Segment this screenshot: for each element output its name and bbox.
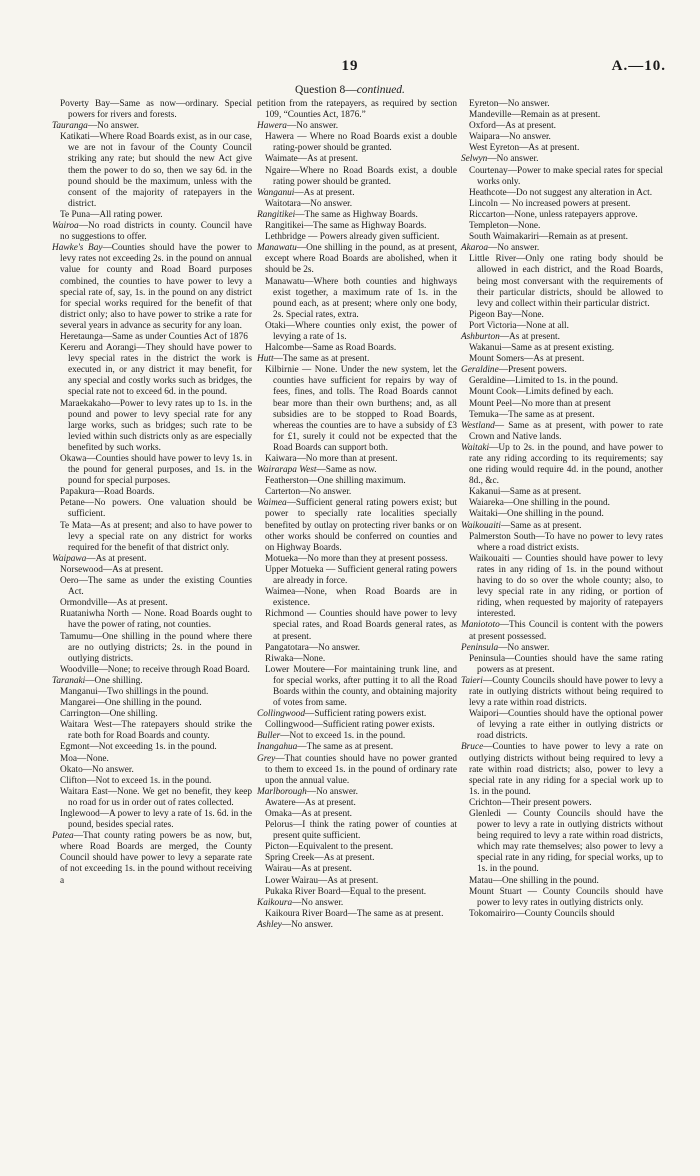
entry-text: —Same as at present.	[500, 520, 582, 531]
district-entry	[52, 521, 252, 554]
entry-text: Waimea—None, when Road Boards are in existence.	[265, 587, 457, 609]
county-entry	[257, 121, 457, 132]
district-entry	[461, 654, 663, 676]
district-entry	[461, 99, 663, 110]
entry-text: Crichton—Their present powers.	[469, 797, 592, 808]
entry-text: —The same as at present.	[297, 742, 394, 753]
entry-text: Norsewood—As at present.	[60, 564, 164, 575]
county-entry	[52, 554, 252, 565]
district-entry	[257, 277, 457, 321]
entry-text: Omaka—As at present.	[265, 809, 353, 819]
county-entry	[257, 210, 457, 221]
district-entry	[52, 454, 252, 487]
district-entry	[461, 399, 663, 410]
district-entry	[257, 343, 457, 354]
district-entry	[461, 410, 663, 421]
county-entry	[461, 742, 663, 797]
entry-text: —One shilling in the pound, as at present, except where Road Boards are abolished, when it should be 2s.	[265, 243, 457, 276]
county-name: Hawke's Bay	[52, 243, 103, 254]
district-entry	[52, 665, 252, 676]
entry-text: Maraekakaho—Power to levy rates up to 1s. in the pound and power to levy special rate for any large works, such as bridges; such rate to be levied within such districts only as are especially benefited by such works.	[60, 398, 252, 453]
district-entry	[52, 787, 252, 809]
county-entry	[257, 498, 457, 553]
district-entry	[52, 343, 252, 398]
county-name: Inangahua	[257, 742, 298, 753]
entry-text: Tokomairiro—County Councils should	[469, 908, 615, 919]
entry-text: Pangatotara—No answer.	[265, 642, 361, 653]
entry-text: —Counties should have the power to levy rates not exceeding 2s. in the pound on annual value for county and Road Board purposes combined, the counties to have power to levy a special rate of, say, 1s. in the pound on any district for special works required for the benefit of that district only; also to have power to strike a rate for several years in advance as security for any loan.	[60, 243, 252, 331]
entry-text: Glenledi — County Councils should have the power to levy a rate in outlying districts without being required to levy a rate within road districts, which may rate themselves; also power to levy a special rate in any riding, for special works, up to 1s. in the pound.	[469, 809, 663, 875]
entry-text: —No answer.	[281, 919, 333, 930]
entry-text: Awatere—As at present.	[265, 797, 356, 808]
entry-text: —No answer.	[292, 897, 344, 908]
entry-text: —Counties to have power to levy a rate on outlying districts without being required to levy a rate within road districts; also, power to levy a special rate in any riding for a special work up to 1s. in the pound.	[469, 742, 663, 797]
entry-text: Papakura—Road Boards.	[60, 487, 155, 498]
county-name: Waikouaiti	[461, 520, 501, 531]
entry-text: Collingwood—Sufficient rating power exists.	[265, 720, 435, 731]
entry-text: Waipara—No answer.	[469, 132, 551, 143]
entry-text: Lower Wairau—As at present.	[265, 875, 379, 886]
district-entry	[257, 154, 457, 165]
entry-text: Rangitikei—The same as Highway Boards.	[265, 221, 427, 232]
district-entry	[461, 798, 663, 809]
entry-text: Ngaire—Where no Road Boards exist, a double rating power should be granted.	[265, 165, 457, 187]
entry-text: Heretaunga—Same as under Counties Act of 1876	[60, 331, 248, 342]
district-entry	[461, 132, 663, 143]
entry-text: Oxford—As at present.	[469, 121, 557, 132]
district-entry	[461, 909, 663, 920]
district-entry	[257, 643, 457, 654]
entry-text: Te Mata—As at present; and also to have power to levy a special rate on any district for works required for the benefit of that district only.	[60, 520, 252, 553]
district-entry	[461, 876, 663, 887]
county-name: Waimea	[257, 498, 287, 509]
entry-text: —The same as Highway Boards.	[295, 209, 418, 220]
district-entry	[52, 754, 252, 765]
entry-text: —No answer.	[498, 642, 550, 653]
entry-text: —No answer.	[87, 121, 139, 132]
district-entry	[257, 853, 457, 864]
entry-text: Kereru and Aorangi—They should have power to levy special rates in the district the work is executed in, or any district it may benefit, for any special and costly works such as bridges, the special rate not to exceed 6d. in the pound.	[60, 343, 252, 398]
entry-text: Egmont—Not exceeding 1s. in the pound.	[60, 742, 217, 753]
county-name: Bruce	[461, 742, 484, 753]
district-entry	[461, 110, 663, 121]
county-entry	[257, 354, 457, 365]
district-entry	[257, 876, 457, 887]
county-entry	[52, 121, 252, 132]
district-entry	[461, 532, 663, 554]
district-entry	[461, 809, 663, 876]
entry-text: —As at present.	[86, 553, 147, 564]
district-entry	[257, 132, 457, 154]
county-name: Wanganui	[257, 187, 295, 198]
district-entry	[257, 820, 457, 842]
district-entry	[52, 132, 252, 210]
county-entry	[257, 742, 457, 753]
county-name: Manawatu	[257, 243, 297, 254]
entry-text: Okato—No answer.	[60, 764, 134, 775]
district-entry	[257, 909, 457, 920]
district-entry	[52, 99, 252, 121]
county-name: Ashley	[257, 919, 282, 930]
entry-text: Temuka—The same as at present.	[469, 409, 595, 420]
district-entry	[52, 720, 252, 742]
entry-text: Wakanui—Same as at present existing.	[469, 343, 615, 354]
district-entry	[461, 709, 663, 742]
entry-text: Port Victoria—None at all.	[469, 320, 569, 331]
entry-text: Richmond — Counties should have power to levy special rates, and Road Boards general rates, as at present.	[265, 609, 457, 642]
district-entry	[257, 842, 457, 853]
entry-text: Palmerston South—To have no power to levy rates where a road district exists.	[469, 531, 663, 553]
district-entry	[257, 609, 457, 642]
district-entry	[257, 365, 457, 454]
entry-text: Kaikoura River Board—The same as at present.	[265, 908, 444, 919]
entry-text: —No answer.	[286, 121, 339, 132]
column-3	[461, 99, 663, 920]
district-entry	[257, 809, 457, 820]
county-entry	[257, 243, 457, 276]
county-name: Tauranga	[52, 121, 88, 132]
entry-text: —As at present.	[499, 331, 560, 342]
entry-text: Woodville—None; to receive through Road Board.	[60, 664, 250, 675]
district-entry	[52, 632, 252, 665]
entry-text: Pelorus—I think the rating power of counties at present quite sufficient.	[265, 820, 457, 842]
entry-text: Waitara West—The ratepayers should strike the rate both for Road Boards and county.	[60, 720, 252, 742]
entry-text: —That county rating powers be as now, but, where Road Boards are merged, the County Council should have power to levy a separate rate of not exceeding 1s. in the pound without receiving a	[60, 831, 252, 886]
entry-text: Mount Somers—As at present.	[469, 354, 585, 365]
entry-text: Kilbirnie — None. Under the new system, let the counties have sufficient for repairs by way of fees, fines, and tolls. The Road Boards cannot bear more than their own burthens; and, as all subsidies are to be stopped to Road Boards, whereas the counties are to have a subsidy of £3 for £1, surely it could not be expected that the Road Boards can support both.	[265, 365, 457, 453]
district-entry	[52, 498, 252, 520]
entry-text: Kakanui—Same as at present.	[469, 487, 582, 498]
entry-text: Inglewood—A power to levy a rate of 1s. 6d. in the pound, besides special rates.	[60, 809, 252, 831]
entry-text: petition from the ratepayers, as required by section 109, “Counties Act, 1876.”	[257, 99, 457, 121]
entry-text: Lincoln — No increased powers at present.	[469, 198, 631, 209]
district-entry	[257, 221, 457, 232]
entry-text: —One shilling.	[85, 675, 143, 686]
entry-text: —No road districts in county. Council have no suggestions to offer.	[60, 221, 252, 243]
district-entry	[257, 565, 457, 587]
county-entry	[257, 465, 457, 476]
district-entry	[461, 487, 663, 498]
entry-text: —No answer.	[487, 154, 539, 165]
county-entry	[461, 676, 663, 709]
entry-text: Motueka—No more than they at present possess.	[265, 553, 448, 564]
county-name: Peninsula	[461, 642, 499, 653]
entry-text: Pigeon Bay—None.	[469, 309, 544, 320]
district-entry	[257, 887, 457, 898]
entry-text: Little River—Only one rating body should be allowed in each district, and the Road Boards, being most conversant with the requirements of their particular districts, should be allowed to levy and collect within their particular district.	[469, 254, 663, 309]
entry-text: Hawera — Where no Road Boards exist a double rating-power should be granted.	[265, 132, 457, 154]
district-entry	[52, 709, 252, 720]
county-entry	[461, 365, 663, 376]
entry-text: Geraldine—Limited to 1s. in the pound.	[469, 376, 618, 387]
district-entry	[257, 864, 457, 875]
district-entry	[461, 121, 663, 132]
district-entry	[257, 199, 457, 210]
entry-text: Te Puna—All rating power.	[60, 209, 163, 220]
county-entry	[257, 188, 457, 199]
entry-text: South Waimakariri—Remain as at present.	[469, 232, 628, 243]
entry-text: Mount Cook—Limits defined by each.	[469, 387, 614, 398]
page-number: 19	[341, 58, 359, 74]
district-entry	[257, 166, 457, 188]
entry-text: Carterton—No answer.	[265, 487, 352, 498]
entry-text: Poverty Bay—Same as now—ordinary. Special powers for rivers and forests.	[60, 99, 252, 121]
entry-text: Upper Motueka — Sufficient general rating powers are already in force.	[265, 564, 457, 587]
district-entry	[461, 143, 663, 154]
district-entry	[52, 609, 252, 631]
county-entry	[257, 787, 457, 798]
entry-text: Clifton—Not to exceed 1s. in the pound.	[60, 775, 212, 786]
entry-text: —County Councils should have power to levy a rate in outlying districts without being required to levy a rate within road districts.	[469, 675, 663, 709]
entry-text: Wairau—As at present.	[265, 864, 352, 875]
entry-text: —This Council is content with the powers at present possessed.	[469, 620, 663, 642]
entry-text: Waitaki—One shilling in the pound.	[469, 509, 604, 520]
entry-text: Picton—Equivalent to the present.	[265, 842, 394, 853]
district-entry	[52, 576, 252, 598]
county-name: Waitaki	[461, 442, 490, 453]
entry-text: —Not to exceed 1s. in the pound.	[280, 731, 406, 742]
entry-text: Kaiwara—No more than at present.	[265, 454, 398, 464]
entry-text: Halcombe—Same as Road Boards.	[265, 343, 397, 354]
district-entry	[461, 210, 663, 221]
county-name: Taieri	[461, 675, 483, 686]
county-name: Ashburton	[461, 331, 500, 342]
entry-text: Ormondville—As at present.	[60, 598, 168, 609]
district-entry	[461, 509, 663, 520]
district-entry	[257, 798, 457, 809]
district-entry	[52, 565, 252, 576]
entry-text: Manawatu—Where both counties and highways exist together, a maximum rate of 1s. in the pound each, as at present; where only one body, 2s. Special rates, extra.	[265, 276, 457, 320]
district-entry	[257, 720, 457, 731]
district-entry	[52, 332, 252, 343]
entry-text: Featherston—One shilling maximum.	[265, 476, 406, 487]
county-name: Waipawa	[52, 553, 87, 564]
entry-text: Ruataniwha North — None. Road Boards ought to have the power of rating, not counties.	[60, 609, 252, 631]
entry-text: —That counties should have no power granted to them to exceed 1s. in the pound of ordinary rate upon the annual value.	[265, 753, 457, 786]
county-name: Buller	[257, 731, 281, 742]
district-entry	[257, 665, 457, 709]
entry-text: Carrington—One shilling.	[60, 709, 158, 720]
county-name: Hawera	[257, 121, 287, 132]
district-entry	[52, 776, 252, 787]
entry-text: Petane—No powers. One valuation should be sufficient.	[60, 498, 252, 520]
entry-text: Templeton—None.	[469, 221, 541, 232]
entry-text: Pukaka River Board—Equal to the present.	[265, 886, 427, 897]
heading-suffix: continued.	[356, 84, 405, 96]
entry-text: —Present powers.	[498, 365, 567, 376]
district-entry	[461, 387, 663, 398]
district-entry	[461, 321, 663, 332]
county-entry	[257, 920, 457, 931]
county-entry	[257, 709, 457, 720]
county-entry	[461, 620, 663, 642]
county-entry	[461, 243, 663, 254]
district-entry	[257, 554, 457, 565]
county-name: Akaroa	[461, 243, 489, 254]
district-entry	[52, 210, 252, 221]
heading-prefix: Question 8—	[295, 84, 357, 96]
district-entry	[257, 454, 457, 465]
entry-text: Lower Moutere—For maintaining trunk line, and for special works, after putting it to all the Road Boards within the county, and obtaining majority of votes from same.	[265, 664, 457, 709]
entry-text: Waikouaiti — Counties should have power to levy rates in any riding of 1s. in the pound without having to do so over the whole county; also, to levy special rate in any riding, or portion of riding, when requested by majority of ratepayers interested.	[469, 553, 663, 620]
county-entry	[461, 332, 663, 343]
district-entry	[461, 199, 663, 210]
county-entry	[52, 221, 252, 243]
entry-text: Tamumu—One shilling in the pound where there are no outlying districts; 2s. in the pound in outlying districts.	[60, 631, 252, 664]
entry-text: Heathcote—Do not suggest any alteration in Act.	[469, 187, 653, 198]
county-name: Patea	[52, 831, 74, 842]
entry-text: —Sufficient rating powers exist.	[305, 709, 427, 720]
entry-text: Mangarei—One shilling in the pound.	[60, 698, 202, 709]
entry-text: —As at present.	[294, 187, 355, 198]
district-entry	[461, 221, 663, 232]
entry-text: Courtenay—Power to make special rates for special works only.	[469, 165, 663, 187]
county-name: Wairarapa West	[257, 465, 317, 476]
county-entry	[257, 731, 457, 742]
county-entry	[461, 443, 663, 487]
county-entry	[461, 421, 663, 443]
county-entry	[461, 154, 663, 165]
county-name: Kaikoura	[257, 897, 293, 908]
district-entry	[461, 376, 663, 387]
entry-text: — Same as at present, with power to rate Crown and Native lands.	[469, 420, 663, 442]
county-entry	[461, 643, 663, 654]
district-entry	[257, 587, 457, 609]
column-1	[52, 99, 252, 887]
district-entry	[461, 232, 663, 243]
entry-text: —Up to 2s. in the pound, and have power to rate any riding according to its requirements; say one riding would require 4d. in the pound, another 8d., &c.	[469, 442, 663, 487]
entry-text: Spring Creek—As at present.	[265, 853, 375, 864]
district-entry	[461, 310, 663, 321]
entry-text: Peninsula—Counties should have the same rating powers as at present.	[469, 653, 663, 675]
entry-text: West Eyreton—As at present.	[469, 143, 580, 154]
district-entry	[52, 399, 252, 454]
county-entry	[257, 898, 457, 909]
entry-text: Waipori—Counties should have the optional power of levying a rate either in outlying districts or road districts.	[469, 709, 663, 742]
district-entry	[52, 698, 252, 709]
county-name: Maniototo	[461, 620, 500, 631]
document-reference: A.—10.	[611, 58, 666, 74]
district-entry	[461, 554, 663, 621]
county-entry	[52, 676, 252, 687]
district-entry	[461, 188, 663, 199]
entry-text: Lethbridge — Powers already given sufficient.	[265, 232, 440, 243]
entry-text: Mount Stuart — County Councils should have power to levy rates in outlying districts only.	[469, 886, 663, 908]
district-entry	[257, 476, 457, 487]
county-name: Marlborough	[257, 786, 307, 797]
entry-text: —No answer.	[488, 243, 540, 254]
entry-text: Waitotara—No answer.	[265, 198, 353, 209]
county-name: Collingwood	[257, 709, 306, 720]
entry-text: Okawa—Counties should have power to levy 1s. in the pound for general purposes, and 1s. in the pound for special purposes.	[60, 454, 252, 487]
entry-text: Mount Peel—No more than at present	[469, 398, 611, 409]
entry-text: Waitara East—None. We get no benefit, they keep no road for us in order out of rates collected.	[60, 786, 252, 808]
county-name: Geraldine	[461, 365, 499, 376]
county-name: Taranaki	[52, 675, 86, 686]
district-entry	[52, 742, 252, 753]
entry-text: Manganui—Two shillings in the pound.	[60, 686, 209, 697]
entry-text: Mandeville—Remain as at present.	[469, 110, 601, 121]
county-name: Wairoa	[52, 221, 79, 232]
district-entry	[52, 687, 252, 698]
column-2	[257, 99, 457, 931]
district-entry	[461, 166, 663, 188]
county-entry	[461, 521, 663, 532]
district-entry	[257, 321, 457, 343]
county-name: Grey	[257, 753, 276, 764]
entry-text: —The same as at present.	[273, 354, 370, 365]
district-entry	[257, 232, 457, 243]
county-name: Selwyn	[461, 154, 488, 165]
entry-text: Riccarton—None, unless ratepayers approve.	[469, 209, 638, 220]
district-entry	[461, 343, 663, 354]
entry-text: Oero—The same as under the existing Counties Act.	[60, 576, 252, 598]
entry-text: Eyreton—No answer.	[469, 99, 550, 109]
county-entry	[52, 243, 252, 332]
section-heading	[0, 84, 700, 96]
district-entry	[461, 498, 663, 509]
entry-text: Matau—One shilling in the pound.	[469, 875, 599, 886]
county-entry	[257, 754, 457, 787]
entry-text: —Same as now.	[316, 465, 377, 476]
district-entry	[461, 254, 663, 309]
entry-text: —Sufficient general rating powers exist; but power to specially rate localities specially benefited by outlay on protecting river banks or on other works should be conferred on counties and on Highway Boards.	[265, 498, 457, 553]
county-entry	[52, 831, 252, 886]
district-entry	[257, 99, 457, 121]
county-name: Hutt	[257, 354, 274, 365]
county-name: Rangitikei	[257, 209, 296, 220]
entry-text: Waimate—As at present.	[265, 154, 358, 165]
district-entry	[461, 887, 663, 909]
entry-text: —No answer.	[306, 786, 358, 797]
district-entry	[257, 487, 457, 498]
entry-text: Riwaka—None.	[265, 653, 326, 664]
district-entry	[52, 765, 252, 776]
district-entry	[52, 598, 252, 609]
entry-text: Otaki—Where counties only exist, the power of levying a rate of 1s.	[265, 320, 457, 342]
entry-text: Waiareka—One shilling in the pound.	[469, 498, 610, 509]
district-entry	[52, 487, 252, 498]
district-entry	[257, 654, 457, 665]
district-entry	[461, 354, 663, 365]
entry-text: Katikati—Where Road Boards exist, as in our case, we are not in favour of the County Council striking any rate; but should the new Act give them the power to do so, then we say 6d. in the pound should be the maximum, unless with the consent of the majority of ratepayers in the district.	[60, 132, 252, 209]
county-name: Westland	[461, 420, 495, 431]
district-entry	[52, 809, 252, 831]
entry-text: Moa—None.	[60, 753, 109, 764]
